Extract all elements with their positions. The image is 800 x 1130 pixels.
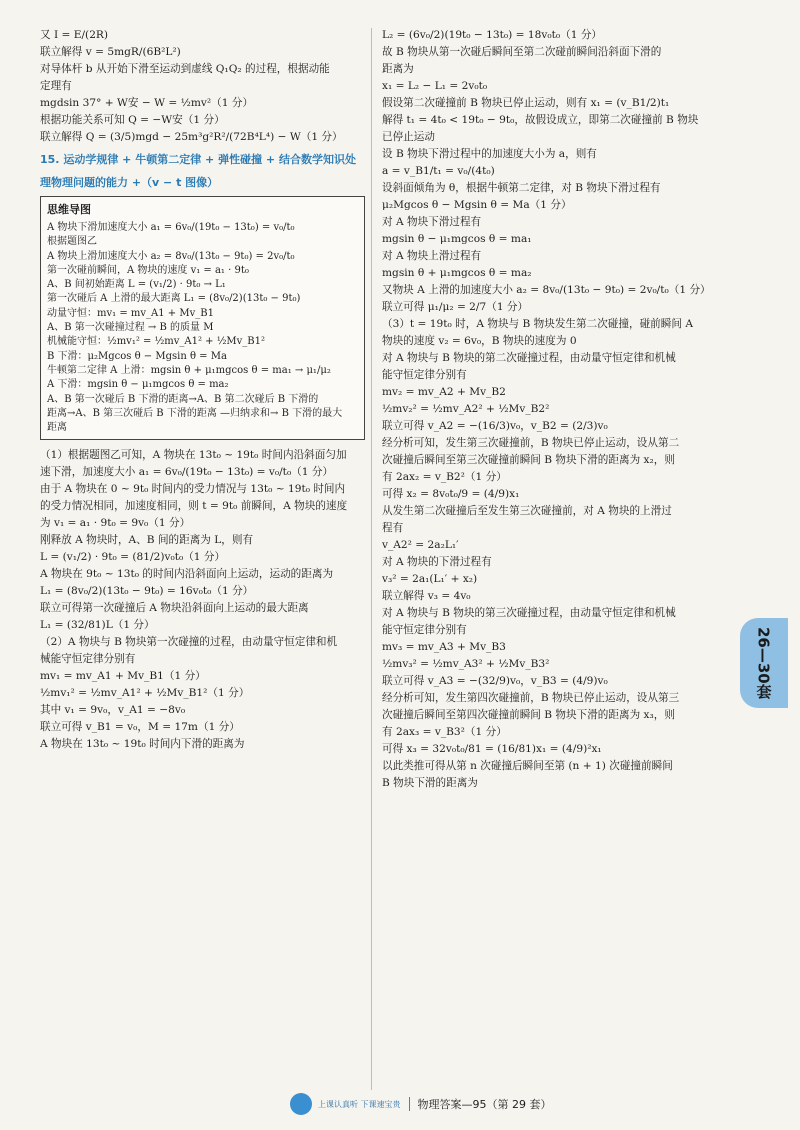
heading-line: 15. 运动学规律 + 牛顿第二定律 + 弹性碰撞 + 结合数学知识处 [40, 153, 356, 166]
mind-map-lines [47, 221, 358, 435]
mind-map-line: 第一次碰后 A 上滑的最大距离 L₁ = (8v₀/2)(13t₀ − 9t₀) [47, 293, 301, 305]
text-line: 有 2ax₂ = v_B2²（1 分） [382, 471, 507, 483]
mind-map-line: 动量守恒：mv₁ = mv_A1 + Mv_B1 [47, 307, 214, 319]
mind-map-line: A 物块下滑加速度大小 a₁ = 6v₀/(19t₀ − 13t₀) = v₀/t₀ [47, 222, 295, 233]
mind-map-line: 距离→A、B 第三次碰后 B 下滑的距离 —归纳求和→ B 下滑的最大 [47, 407, 343, 419]
text-line: 其中 v₁ = 9v₀，v_A1 = −8v₀ [40, 704, 186, 717]
text-line: v_A2² = 2a₂L₁′ [382, 539, 459, 551]
text-line: L₁ = (8v₀/2)(13t₀ − 9t₀) = 16v₀t₀（1 分） [40, 585, 254, 598]
column-divider [371, 28, 372, 1090]
text-line: mgdsin 37° + W安 − W = ½mv²（1 分） [40, 97, 254, 109]
text-line: （3）t = 19t₀ 时，A 物块与 B 物块发生第二次碰撞，碰前瞬间 A [382, 318, 693, 330]
text-line: 对 A 物块的下滑过程有 [382, 556, 492, 568]
set-range-tab [740, 618, 788, 708]
text-line: 对 A 物块与 B 物块的第二次碰撞过程，由动量守恒定律和机械 [382, 352, 676, 364]
text-line: 程有 [382, 522, 404, 534]
text-line: 设 B 物块下滑过程中的加速度大小为 a，则有 [382, 148, 597, 160]
mind-map-title: 思维导图 [47, 203, 91, 216]
text-line: μ₂Mgcos θ − Mgsin θ = Ma（1 分） [382, 199, 572, 211]
text-line: 有 2ax₃ = v_B3²（1 分） [382, 726, 507, 738]
text-line: L = (v₁/2) · 9t₀ = (81/2)v₀t₀（1 分） [40, 551, 226, 564]
text-line: 联立可得 v_A2 = −(16/3)v₀，v_B2 = (2/3)v₀ [382, 420, 608, 432]
heading-line: 理物理问题的能力 +（v − t 图像） [40, 176, 219, 189]
text-line: 又物块 A 上滑的加速度大小 a₂ = 8v₀/(13t₀ − 9t₀) = 2v₀/t₀（1 分） [382, 284, 711, 296]
mind-map-box [40, 196, 365, 440]
footer-page-label: 物理答案—95（第 29 套） [417, 1098, 552, 1111]
text-line: 从发生第二次碰撞后至发生第三次碰撞前，对 A 物块的上滑过 [382, 505, 672, 517]
text-line: 对 A 物块下滑过程有 [382, 216, 482, 228]
mind-map-line: 机械能守恒：½mv₁² = ½mv_A1² + ½Mv_B1² [47, 336, 266, 348]
text-line: 联立解得 Q = (3/5)mgd − 25m³g²R²/(72B⁴L⁴) − W（1 分） [40, 131, 343, 143]
text-line: 根据功能关系可知 Q = −W安（1 分） [40, 114, 225, 126]
text-line: 又 I = E/(2R) [40, 29, 109, 41]
text-line: 由于 A 物块在 0 ~ 9t₀ 时间内的受力情况与 13t₀ ~ 19t₀ 时间内 [40, 483, 346, 496]
text-line: 以此类推可得从第 n 次碰撞后瞬间至第 (n + 1) 次碰撞前瞬间 [382, 760, 673, 772]
text-line: 定理有 [40, 80, 72, 92]
text-line: mgsin θ + μ₁mgcos θ = ma₂ [382, 267, 532, 279]
text-line: A 物块在 13t₀ ~ 19t₀ 时间内下滑的距离为 [40, 738, 245, 751]
text-line: 械能守恒定律分别有 [40, 653, 136, 666]
question-15-heading [40, 151, 365, 191]
text-line: 联立可得 v_A3 = −(32/9)v₀，v_B3 = (4/9)v₀ [382, 675, 608, 687]
text-line: 能守恒定律分别有 [382, 369, 467, 381]
page-footer [290, 1092, 552, 1116]
text-line: 联立解得 v = 5mgR/(6B²L²) [40, 46, 181, 58]
text-line: A 物块在 9t₀ ~ 13t₀ 的时间内沿斜面向上运动，运动的距离为 [40, 568, 334, 581]
text-line: 对导体杆 b 从开始下滑至运动到虚线 Q₁Q₂ 的过程，根据动能 [40, 63, 330, 75]
text-line: 的受力情况相同，加速度相同，则 t = 9t₀ 前瞬间，A 物块的速度 [40, 500, 348, 513]
mind-map-line: 牛顿第二定律 A 上滑：mgsin θ + μ₁mgcos θ = ma₁ → μ₁/μ₂ [47, 364, 331, 376]
pre-section [40, 28, 365, 145]
text-line: 速下滑，加速度大小 a₁ = 6v₀/(19t₀ − 13t₀) = v₀/t₀（1 分） [40, 466, 334, 479]
mind-map-line: 距离 [47, 422, 67, 434]
text-line: mv₂ = mv_A2 + Mv_B2 [382, 386, 506, 398]
text-line: 可得 x₃ = 32v₀t₀/81 = (16/81)x₁ = (4/9)²x₁ [382, 743, 602, 755]
text-line: mv₁ = mv_A1 + Mv_B1（1 分） [40, 670, 206, 683]
text-line: mgsin θ − μ₁mgcos θ = ma₁ [382, 233, 532, 245]
text-line: 联立可得 v_B1 = v₀，M = 17m（1 分） [40, 721, 240, 734]
text-line: 次碰撞后瞬间至第三次碰撞前瞬间 B 物块下滑的距离为 x₂，则 [382, 454, 675, 466]
text-line: （1）根据题图乙可知，A 物块在 13t₀ ~ 19t₀ 时间内沿斜面匀加 [40, 449, 347, 462]
text-line: 对 A 物块上滑过程有 [382, 250, 482, 262]
text-line: 对 A 物块与 B 物块的第三次碰撞过程，由动量守恒定律和机械 [382, 607, 676, 619]
text-line: 已停止运动 [382, 131, 435, 143]
publisher-logo-icon [290, 1093, 312, 1115]
solution-part-1-2 [40, 448, 365, 752]
text-line: L₁ = (32/81)L（1 分） [40, 619, 155, 632]
text-line: 联立可得 μ₁/μ₂ = 2/7（1 分） [382, 301, 529, 313]
mind-map-line: A 物块上滑加速度大小 a₂ = 8v₀/(13t₀ − 9t₀) = 2v₀/t₀ [47, 250, 295, 262]
text-line: 联立可得第一次碰撞后 A 物块沿斜面向上运动的最大距离 [40, 602, 309, 615]
text-line: 可得 x₂ = 8v₀t₀/9 = (4/9)x₁ [382, 488, 520, 500]
set-range-label: 26—30套 [754, 627, 773, 699]
text-line: 经分析可知，发生第三次碰撞前，B 物块已停止运动，设从第二 [382, 437, 680, 449]
text-line: 经分析可知，发生第四次碰撞前，B 物块已停止运动，设从第三 [382, 692, 680, 704]
mind-map-line: A、B 第一次碰后 B 下滑的距离→A、B 第二次碰后 B 下滑的 [47, 393, 319, 405]
mind-map-line: 第一次碰前瞬间，A 物块的速度 v₁ = a₁ · 9t₀ [47, 264, 249, 276]
text-line: ½mv₁² = ½mv_A1² + ½Mv_B1²（1 分） [40, 687, 250, 700]
text-line: ½mv₃² = ½mv_A3² + ½Mv_B3² [382, 658, 550, 670]
text-line: 物块的速度 v₂ = 6v₀，B 物块的速度为 0 [382, 335, 577, 347]
text-line: a = v_B1/t₁ = v₀/(4t₀) [382, 165, 495, 177]
solution-part-2-3 [382, 28, 772, 791]
text-line: L₂ = (6v₀/2)(19t₀ − 13t₀) = 18v₀t₀（1 分） [382, 29, 603, 41]
text-line: 联立解得 v₃ = 4v₀ [382, 590, 471, 602]
footer-divider [409, 1097, 410, 1111]
text-line: mv₃ = mv_A3 + Mv_B3 [382, 641, 506, 653]
text-line: x₁ = L₂ − L₁ = 2v₀t₀ [382, 80, 488, 92]
mind-map-line: B 下滑：μ₂Mgcos θ − Mgsin θ = Ma [47, 350, 227, 362]
mind-map-line: 根据题图乙 [47, 236, 97, 248]
footer-brand: 上课认真听 下课速宝贵 [318, 1099, 401, 1109]
text-line: 为 v₁ = a₁ · 9t₀ = 9v₀（1 分） [40, 517, 191, 530]
mind-map-line: A、B 间初始距离 L = (v₁/2) · 9t₀ → L₁ [47, 279, 226, 291]
text-line: 故 B 物块从第一次碰后瞬间至第二次碰前瞬间沿斜面下滑的 [382, 46, 662, 58]
text-line: 次碰撞后瞬间至第四次碰撞前瞬间 B 物块下滑的距离为 x₃，则 [382, 709, 675, 721]
mind-map-line: A 下滑：mgsin θ − μ₁mgcos θ = ma₂ [47, 379, 229, 391]
text-line: 距离为 [382, 63, 414, 75]
text-line: ½mv₂² = ½mv_A2² + ½Mv_B2² [382, 403, 550, 415]
text-line: 解得 t₁ = 4t₀ < 19t₀ − 9t₀，故假设成立，即第二次碰撞前 B 物块 [382, 114, 699, 126]
left-column [40, 28, 365, 754]
text-line: B 物块下滑的距离为 [382, 777, 478, 789]
mind-map-line: A、B 第一次碰撞过程 → B 的质量 M [47, 322, 214, 334]
text-line: 设斜面倾角为 θ，根据牛顿第二定律，对 B 物块下滑过程有 [382, 182, 661, 194]
text-line: 刚释放 A 物块时，A、B 间的距离为 L，则有 [40, 534, 254, 547]
text-line: v₃² = 2a₁(L₁′ + x₂) [382, 573, 478, 585]
text-line: 能守恒定律分别有 [382, 624, 467, 636]
text-line: （2）A 物块与 B 物块第一次碰撞的过程，由动量守恒定律和机 [40, 636, 338, 649]
text-line: 假设第二次碰撞前 B 物块已停止运动，则有 x₁ = (v_B1/2)t₁ [382, 97, 670, 109]
right-column [382, 28, 772, 793]
